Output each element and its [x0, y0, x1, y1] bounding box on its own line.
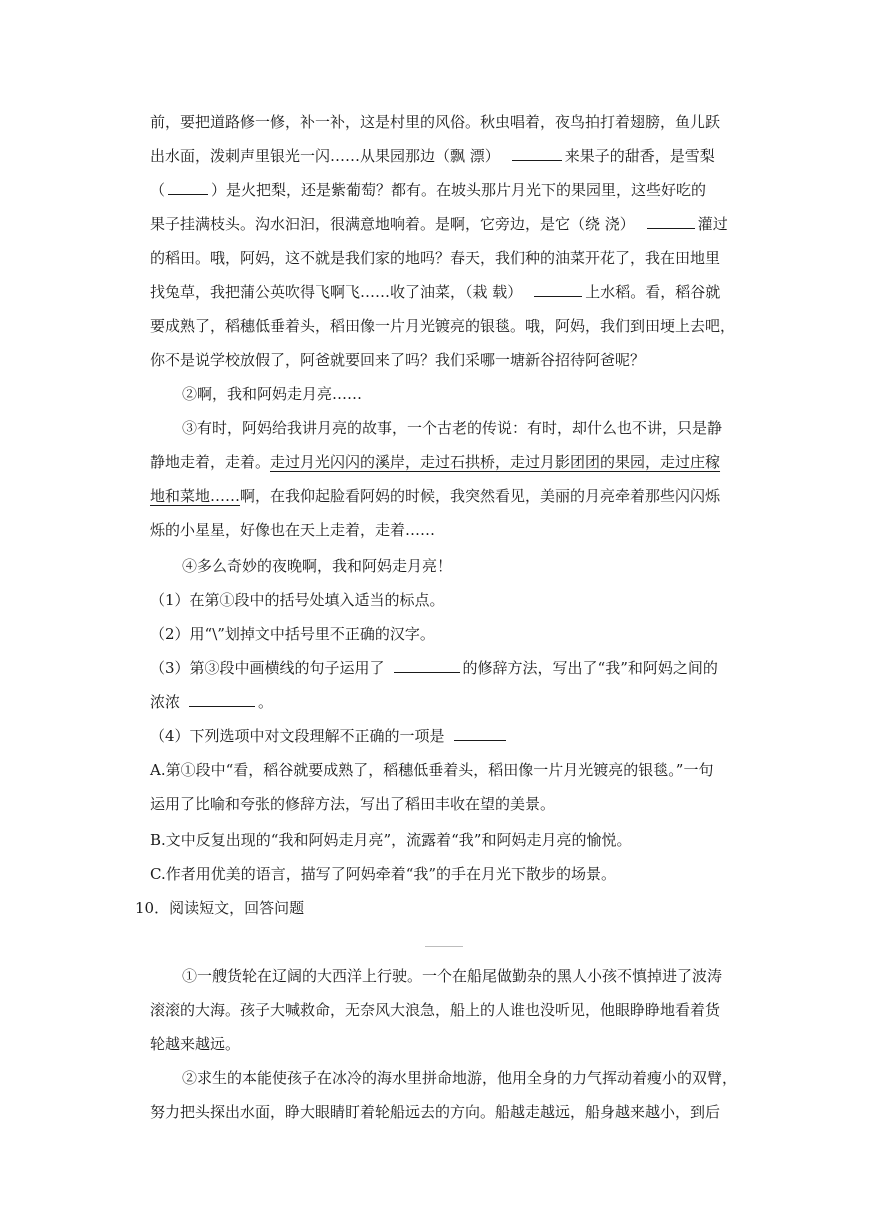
text-segment: 浓浓 — [150, 693, 181, 711]
text-line: 的稻田。哦，阿妈，这不就是我们家的地吗？春天，我们种的油菜开花了，我在田地里 — [150, 249, 721, 267]
text-line — [150, 452, 720, 472]
question-3 — [150, 658, 718, 678]
text-segment: （4）下列选项中对文段理解不正确的一项是 — [150, 727, 445, 745]
title-divider — [425, 946, 463, 947]
text-segment: 来果子的甜香，是雪梨 — [564, 147, 715, 165]
text-segment: （ — [150, 181, 166, 199]
answer-blank[interactable] — [168, 180, 208, 195]
text-line: ③有时，阿妈给我讲月亮的故事，一个古老的传说：有时，却什么也不讲，只是静 — [182, 419, 723, 437]
option-a-cont: 运用了比喻和夸张的修辞方法，写出了稻田丰收在望的美景。 — [150, 795, 556, 813]
text-segment: （3）第③段中画横线的句子运用了 — [150, 659, 385, 677]
question-3-cont — [150, 692, 273, 712]
answer-blank[interactable] — [534, 282, 582, 297]
answer-blank[interactable] — [647, 214, 695, 229]
option-a: A.第①段中“看，稻谷就要成熟了，稻穗低垂着头，稻田像一片月光镀亮的银毯。”一句 — [150, 761, 714, 779]
text-segment: 。 — [258, 693, 274, 711]
option-b: B.文中反复出现的“我和阿妈走月亮”，流露着“我”和阿妈走月亮的愉悦。 — [150, 831, 632, 849]
text-segment: 的修辞方法，写出了“我”和阿妈之间的 — [462, 659, 718, 677]
text-line — [150, 214, 728, 234]
text-line — [150, 282, 720, 302]
text-line: 努力把头探出水面，睁大眼睛盯着轮船远去的方向。船越走越远，船身越来越小，到后 — [150, 1103, 721, 1121]
answer-blank[interactable] — [189, 692, 255, 707]
text-line: 你不是说学校放假了，阿爸就要回来了吗？我们采哪一塘新谷招待阿爸呢？ — [150, 351, 646, 369]
underlined-sentence: 地和菜地…… — [150, 487, 241, 505]
question-2: （2）用“\”划掉文中括号里不正确的汉字。 — [150, 625, 435, 643]
text-segment: 找兔草，我把蒲公英吹得飞啊飞……收了油菜，（栽 载） — [150, 283, 523, 301]
text-segment: 出水面，泼刺声里银光一闪……从果园那边（飘 漂） — [150, 147, 500, 165]
answer-blank[interactable] — [394, 658, 460, 673]
text-segment: 果子挂满枝头。沟水汩汩，很满意地响着。是啊，它旁边，是它（绕 浇） — [150, 215, 635, 233]
question-1: （1）在第①段中的括号处填入适当的标点。 — [150, 591, 445, 609]
text-line: 烁的小星星，好像也在天上走着，走着…… — [150, 521, 436, 539]
text-line: 滚滚的大海。孩子大喊救命，无奈风大浪急，船上的人谁也没听见，他眼睁睁地看着货 — [150, 1001, 721, 1019]
text-segment: ）是火把梨，还是紫葡萄？都有。在坡头那片月光下的果园里，这些好吃的 — [211, 181, 707, 199]
text-line: ①一艘货轮在辽阔的大西洋上行驶。一个在船尾做勤杂的黑人小孩不慎掉进了波涛 — [182, 967, 723, 985]
paragraph-2: ②啊，我和阿妈走月亮…… — [182, 385, 363, 403]
text-line — [150, 180, 706, 200]
text-line: 前，要把道路修一修，补一补，这是村里的风俗。秋虫唱着，夜鸟拍打着翅膀，鱼儿跃 — [150, 113, 721, 131]
text-segment: 上水稻。看，稻谷就 — [585, 283, 721, 301]
text-line: 轮越来越远。 — [150, 1035, 241, 1053]
text-segment: 静地走着，走着。 — [150, 453, 271, 471]
text-line: 要成熟了，稻穗低垂着头，稻田像一片月光镀亮的银毯。哦，阿妈，我们到田埂上去吧， — [150, 317, 736, 335]
underlined-sentence: 走过月光闪闪的溪岸，走过石拱桥，走过月影团团的果园，走过庄稼 — [270, 453, 721, 471]
text-line: ②求生的本能使孩子在冰冷的海水里拼命地游，他用全身的力气挥动着瘦小的双臂， — [182, 1069, 738, 1087]
paragraph-4: ④多么奇妙的夜晚啊，我和阿妈走月亮！ — [182, 557, 453, 575]
answer-blank[interactable] — [454, 726, 506, 741]
question-10-title: 10．阅读短文，回答问题 — [135, 899, 305, 917]
question-4 — [150, 726, 509, 746]
text-segment: 啊，在我仰起脸看阿妈的时候，我突然看见，美丽的月亮牵着那些闪闪烁 — [240, 487, 721, 505]
text-line — [150, 146, 715, 166]
answer-blank[interactable] — [512, 146, 562, 161]
option-c: C.作者用优美的语言，描写了阿妈牵着“我”的手在月光下散步的场景。 — [150, 865, 617, 883]
text-segment: 灌过 — [697, 215, 728, 233]
text-line — [150, 486, 720, 506]
